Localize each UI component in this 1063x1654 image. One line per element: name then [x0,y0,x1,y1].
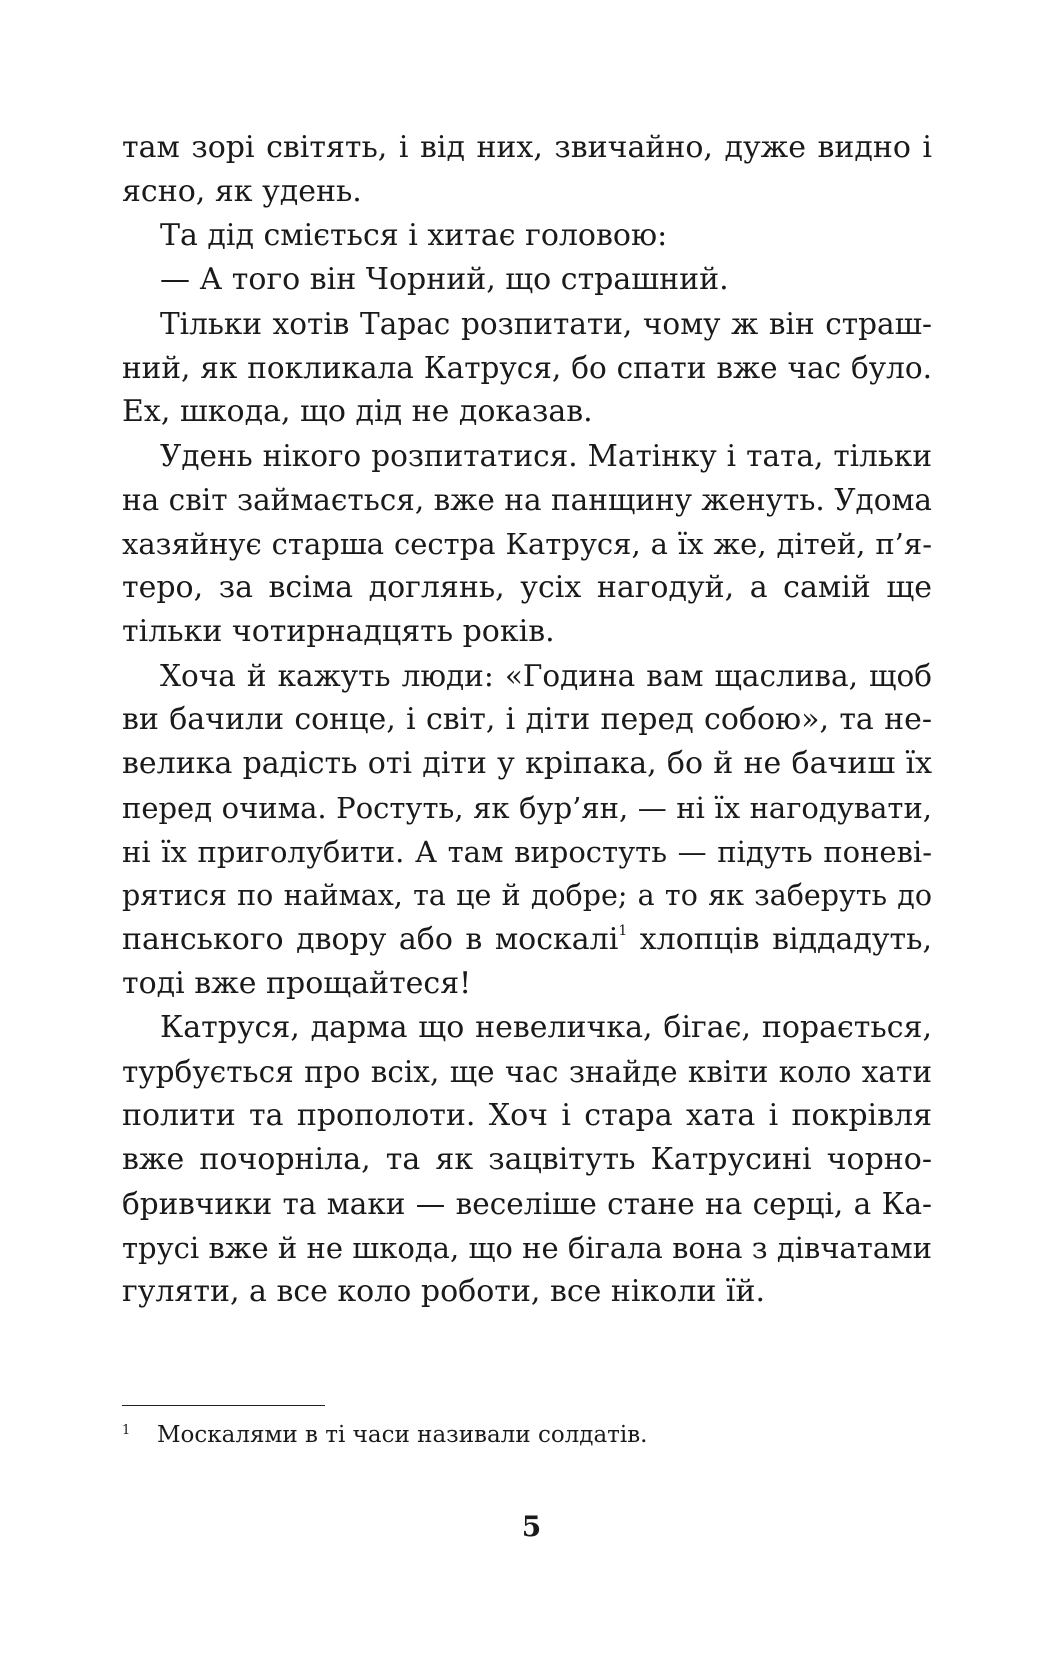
text-line: ясно, як удень. [122,174,362,209]
text-line: гуляти, а все коло роботи, все ніколи їй. [122,1274,766,1309]
footnote-mark: 1 [122,1423,131,1438]
page-number: 5 [521,1510,542,1543]
text-segment: панського двору або в москалі [122,922,619,957]
text-line: — А того він Чорний, що страшний. [160,262,729,297]
text-line: полити та прополоти. Хоч і стара хата і покрівля [122,1098,932,1133]
text-segment: хлопців віддадуть, [639,922,932,957]
text-line: Та дід сміється і хитає головою: [160,218,668,253]
text-line: Тільки хотів Тарас розпитати, чому ж він страш- [160,307,932,341]
text-line: тільки чотирнадцять років. [122,614,555,649]
text-line: велика радість оті діти у кріпака, бо й не бачиш їх [122,746,932,781]
text-line: бривчики та маки — веселіше стане на серці, а Ка- [122,1187,932,1221]
footnote-text: Москалями в ті часи називали солдатів. [157,1422,648,1448]
text-line: тоді вже прощайтеся! [122,966,472,1001]
footnote-reference[interactable]: 1 [618,923,628,939]
text-line: ні їх приголубити. А там виростуть — підуть поневі- [122,835,932,869]
text-line: Ех, шкода, що дід не доказав. [122,394,593,429]
text-line: перед очима. Ростуть, як бур’ян, — ні їх нагодувати, [122,791,932,825]
text-line: трусі вже й не шкода, що не бігала вона з дівчатами [122,1231,932,1265]
text-line: на світ займається, вже на панщину женуть. Удома [122,483,932,517]
text-line: теро, за всіма доглянь, усіх нагодуй, а самій ще [122,570,932,605]
text-line: рятися по наймах, та це й добре; а то як заберуть до [122,879,932,912]
text-line: турбується про всіх, ще час знайде квіти коло хати [122,1055,932,1089]
text-line: Удень нікого розпитатися. Матінку і тата, тільки [160,439,932,473]
text-line: ви бачили сонце, і світ, і діти перед собою», та не- [122,702,932,737]
text-line: ний, як покликала Катруся, бо спати вже час було. [122,351,932,385]
text-line: хазяйнує старша сестра Катруся, а їх же, дітей, п’я- [122,527,932,561]
text-line-with-footnote [122,920,932,960]
text-line: там зорі світять, і від них, звичайно, дуже видно і [122,130,932,165]
footnote-divider [122,1405,325,1406]
text-line: Катруся, дарма що невеличка, бігає, порається, [160,1010,932,1045]
text-line: вже почорніла, та як зацвітуть Катрусині чорно- [122,1142,932,1177]
text-line: Хоча й кажуть люди: «Година вам щаслива, щоб [160,659,932,693]
